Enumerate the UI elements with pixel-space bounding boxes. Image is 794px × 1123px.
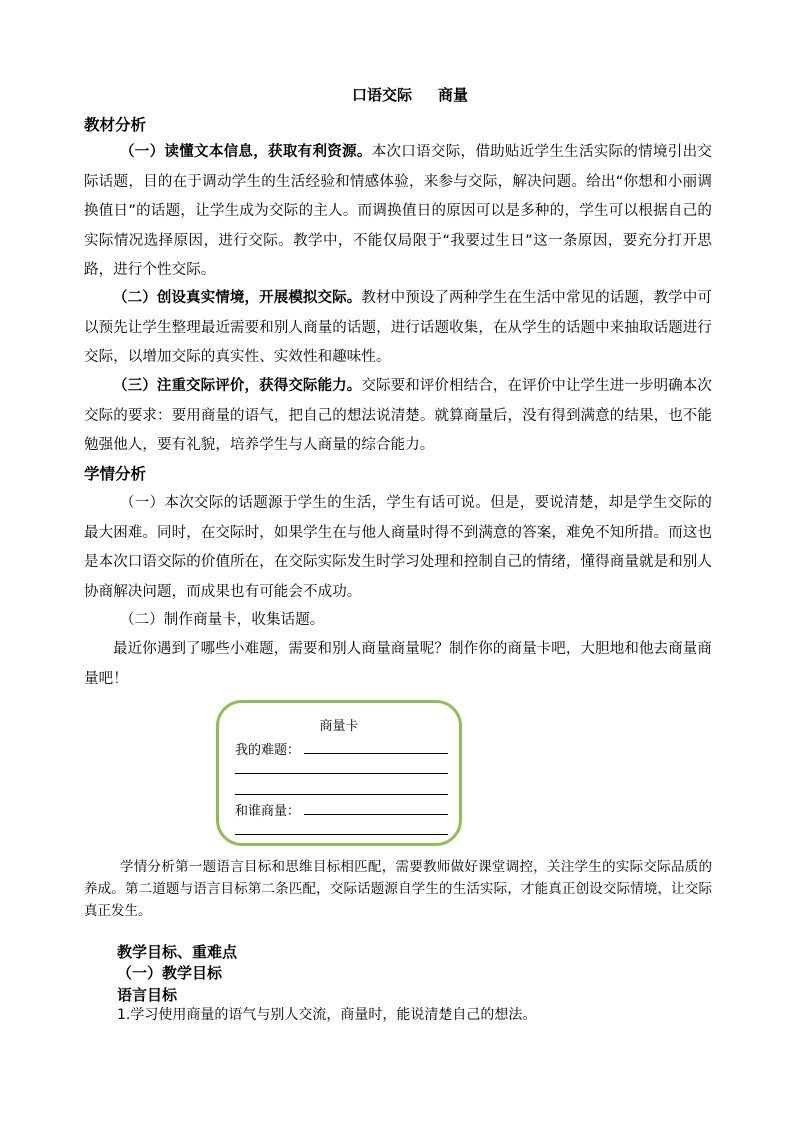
card-blank-line [235,773,448,774]
learner-paragraph-2: （二）制作商量卡，收集话题。 [120,612,325,628]
card-blank-line [304,753,448,754]
learner-paragraph-1: （一）本次交际的话题源于学生的生活，学生有话可说。但是，要说清楚，却是学生交际的最大困难。同时，在交际时，如果学生在与他人商量时得不到满意的答案，难免不知所措。而这也是本次口语交际的价值所在，在交际实际发生时学习处理和控制自己的情绪，懂得商量就是和别人协商解决问题，而成果也有可能会不成功。 [84,495,712,600]
subheading-language-goals: 语言目标 [117,986,178,1004]
paragraph-1-lead: （一）读懂文本信息，获取有利资源。 [120,144,372,160]
discussion-card [216,700,462,846]
section-heading-teaching-goals: 教学目标、重难点 [117,943,238,961]
card-blank-line [235,794,448,795]
section-heading-learner-analysis: 学情分析 [84,465,147,483]
textbook-paragraph-1 [84,138,712,286]
card-label-discuss-with: 和谁商量： [235,804,301,819]
paragraph-3-lead: （三）注重交际评价，获得交际能力。 [113,378,362,394]
section-heading-textbook-analysis: 教材分析 [84,116,147,134]
paragraph-2-lead: （二）创设真实情境，开展模拟交际。 [113,290,362,306]
page-title [0,84,794,105]
textbook-paragraph-2 [84,284,712,373]
title-part-b: 商量 [438,86,469,104]
card-blank-line [235,834,448,835]
card-blank-line [304,814,448,815]
alignment-note: 学情分析第一题语言目标和思维目标相匹配，需要教师做好课堂调控，关注学生的实际交际品质的养成。第二道题与语言目标第二条匹配，交际话题源自学生的生活实际，才能真正创设交际情境，让交际真正发生。 [84,859,712,919]
card-label-my-problem: 我的难题： [235,743,301,758]
language-goal-item-1: 1.学习使用商量的语气与别人交流，商量时，能说清楚自己的想法。 [117,1007,537,1023]
paragraph-2-body: 教材中预设了两种学生在生活中常见的话题，教学中可以预先让学生整理最近需要和别人商量的话题，进行话题收集，在从学生的话题中来抽取话题进行交际，以增加交际的真实性、实效性和趣味性。 [84,290,712,365]
paragraph-3-body: 交际要和评价相结合，在评价中让学生进一步明确本次交际的要求：要用商量的语气，把自己的想法说清楚。就算商量后，没有得到满意的结果，也不能勉强他人，要有礼貌，培养学生与人商量的综合能力。 [84,378,712,453]
title-part-a: 口语交际 [351,86,412,104]
subheading-teaching-goals: （一）教学目标 [117,964,223,982]
paragraph-1-body: 本次口语交际，借助贴近学生生活实际的情境引出交际话题，目的在于调动学生的生活经验和情感体验，来参与交际，解决问题。给出“你想和小丽调换值日”的话题，让学生成为交际的主人。而调换值日的原因可以是多种的，学生可以根据自己的实际情况选择原因，进行交际。教学中，不能仅局限于“我要过生日”这一条原因，要充分打开思路，进行个性交际。 [84,144,712,278]
card-title: 商量卡 [319,719,359,734]
learner-paragraph-3: 最近你遇到了哪些小难题，需要和别人商量商量呢？制作你的商量卡吧，大胆地和他去商量商量吧！ [84,641,712,687]
textbook-paragraph-3 [84,372,712,461]
